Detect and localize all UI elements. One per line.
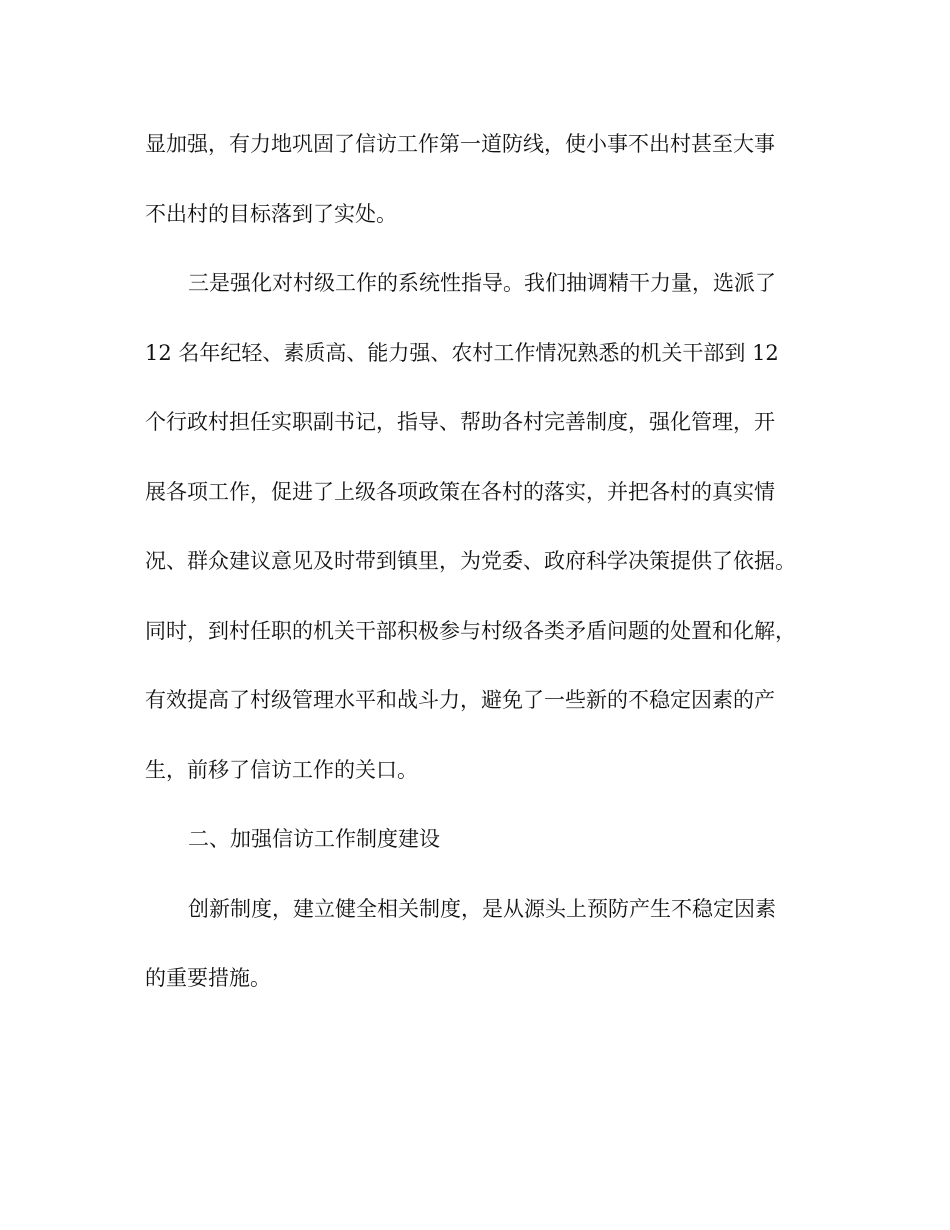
text-line: 的重要措施。 [145,966,271,990]
text-line: 同时，到村任职的机关干部积极参与村级各类矛盾问题的处置和化解， [145,618,796,643]
section-heading: 二、加强信访工作制度建设 [188,827,440,851]
text-line: 不出村的目标落到了实处。 [145,201,397,226]
paragraph-start-line: 三是强化对村级工作的系统性指导。我们抽调精干力量，选派了 [188,271,776,295]
text-line: 展各项工作，促进了上级各项政策在各村的落实，并把各村的真实情 [145,479,775,504]
text-line: 况、群众建议意见及时带到镇里，为党委、政府科学决策提供了依据。 [145,549,796,573]
text-line: 生，前移了信访工作的关口。 [145,757,418,782]
paragraph-start-line: 创新制度，建立健全相关制度，是从源头上预防产生不稳定因素 [188,896,776,921]
text-line: 12 名年纪轻、素质高、能力强、农村工作情况熟悉的机关干部到 12 [145,340,779,365]
body-text [145,116,810,1020]
text-line: 显加强，有力地巩固了信访工作第一道防线，使小事不出村甚至大事 [145,132,775,156]
text-line: 个行政村担任实职副书记，指导、帮助各村完善制度，强化管理，开 [145,410,775,434]
text-line: 有效提高了村级管理水平和战斗力，避免了一些新的不稳定因素的产 [145,688,775,712]
